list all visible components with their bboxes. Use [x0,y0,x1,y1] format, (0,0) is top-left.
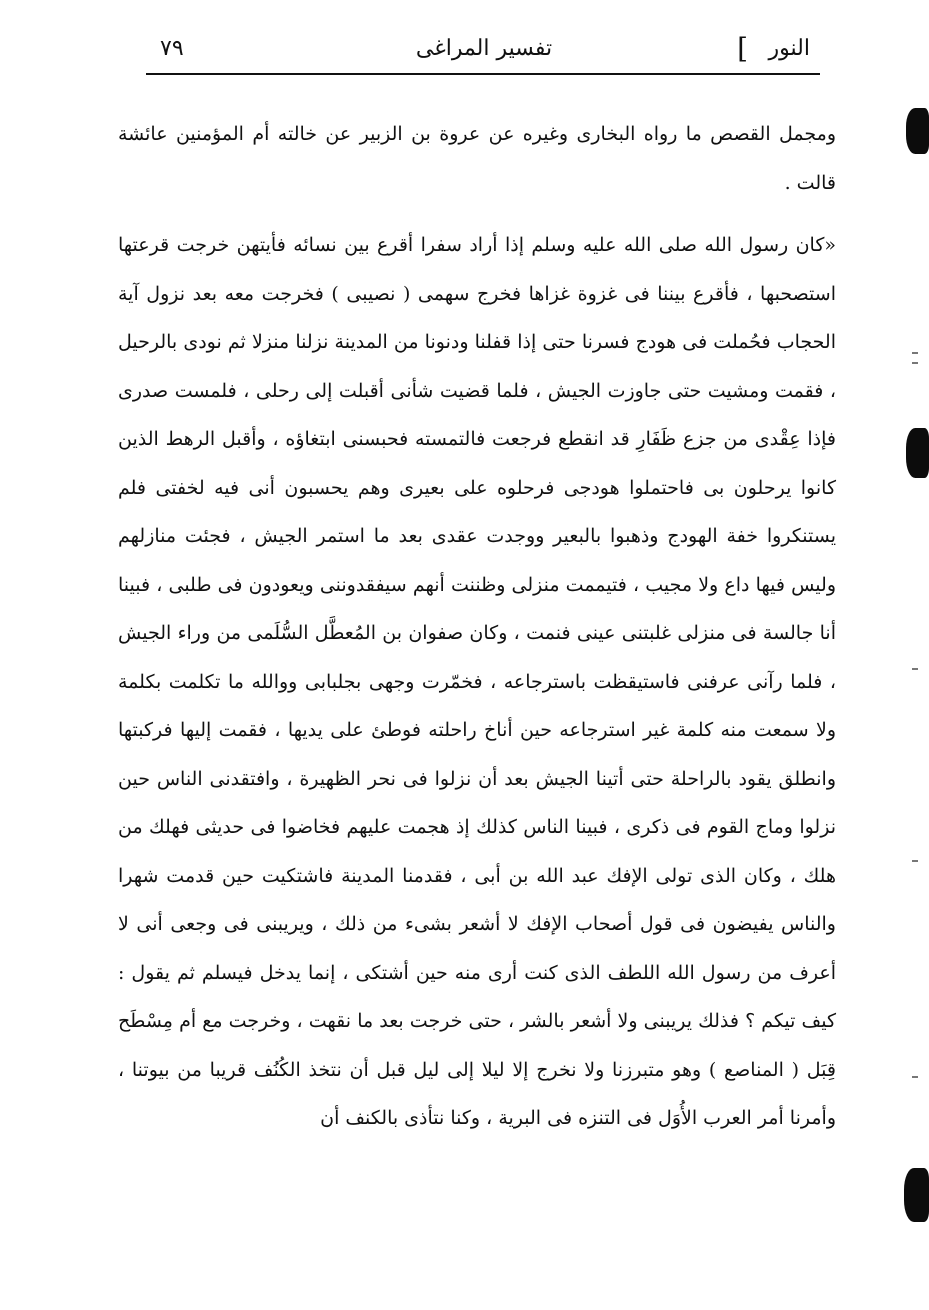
header-rule [146,73,820,75]
scan-artifact [912,1076,918,1078]
binding-hole-mark [906,108,929,154]
body-text [118,110,836,1143]
intro-paragraph: ومجمل القصص ما رواه البخارى وغيره عن عروة بن الزبير عن خالته أم المؤمنين عائشة قالت . [118,123,836,194]
scan-artifact [912,362,918,364]
scan-artifact [912,668,918,670]
binding-hole-mark [906,428,929,478]
book-title: تفسير المراغى [415,36,553,61]
hadith-paragraph: «كان رسول الله صلى الله عليه وسلم إذا أراد سفرا أقرع بين نسائه فأيتهن خرجت قرعتها استصحبها ، فأقرع بيننا فى غزوة غزاها فخرج سهمى ( نصيبى ) فخرجت معه بعد نزول آية الحجاب فحُملت فى هودج فسرنا حتى إذا قفلنا ودنونا من المدينة نزلنا منزلا ثم نودى بالرحيل ، فقمت ومشيت حتى جاوزت الجيش ، فلما قضيت شأنى أقبلت إلى رحلى ، فلمست صدرى فإذا عِقْدى من جزع ظَفَارِ قد انقطع فرجعت فالتمسته فحبسنى ابتغاؤه ، وأقبل الرهط الذين كانوا يرحلون بى فاحتملوا هودجى فرحلوه على بعيرى وهم يحسبون أنى فيه لخفتى فلم يستنكروا خفة الهودج وذهبوا بالبعير ووجدت عقدى بعد ما استمر الجيش ، فجئت منازلهم وليس فيها داع ولا مجيب ، فتيممت منزلى وظننت أنهم سيفقدوننى ويعودون فى طلبى ، فبينا أنا جالسة فى منزلى غلبتنى عينى فنمت ، وكان صفوان بن المُعطَّل السُّلَمى من وراء الجيش ، فلما رآنى عرفنى فاستيقظت باسترجاعه ، فخمّرت وجهى بجلبابى ووالله ما تكلمت بكلمة ولا سمعت منه كلمة غير استرجاعه حين أناخ راحلته فوطئ على يديها ، فقمت إليها فركبتها وانطلق يقود بالراحلة حتى أتينا الجيش بعد أن نزلوا فى نحر الظهيرة ، وافتقدنى الناس حين نزلوا وماج القوم فى ذكرى ، فبينا الناس كذلك إذ هجمت عليهم فخاضوا فى حديثى فهلك من هلك ، وكان الذى تولى الإفك عبد الله بن أبى ، فقدمنا المدينة فاشتكيت حين قدمت شهرا والناس يفيضون فى قول أصحاب الإفك لا أشعر بشىء من ذلك ، ويريبنى فى وجعى أنى لا أعرف من رسول الله اللطف الذى كنت أرى منه حين أشتكى ، إنما يدخل فيسلم ثم يقول : كيف تيكم ؟ فذلك يريبنى ولا أشعر بالشر ، حتى خرجت بعد ما نقهت ، وخرجت مع أم مِسْطَح قِبَل ( المناصع ) وهو متبرزنا ولا نخرج إلا ليلا إلى ليل قبل أن نتخذ الكُنُف قريبا من بيوتنا ، وأمرنا أمر العرب الأُوَل فى التنزه فى البرية ، وكنا نتأذى بالكنف أن [118,234,836,1129]
page-number: ٧٩ [160,36,184,61]
scan-artifact [912,352,918,354]
surah-name: النور [768,36,810,61]
scan-artifact [912,860,918,862]
header-bracket: ] [737,32,748,65]
binding-hole-mark [904,1168,929,1222]
running-header [148,30,820,72]
